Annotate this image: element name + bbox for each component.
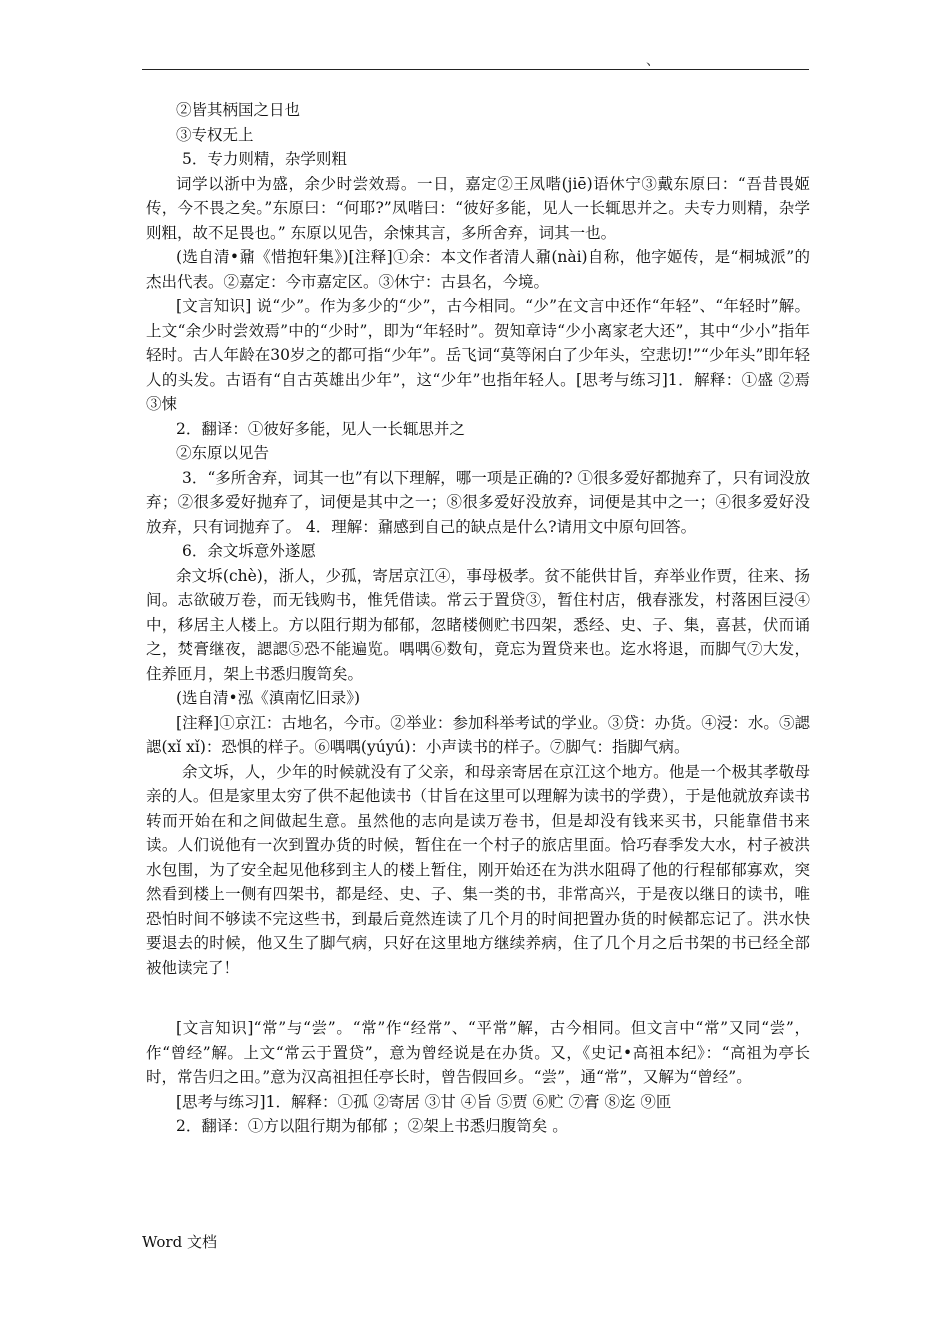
paragraph-gap [146, 980, 810, 1016]
classical-text-paragraph: 词学以浙中为盛，余少时尝效焉。一日，嘉定②王凤喈(jiē)语休宁③戴东原曰：“吾昔畏姬传，今不畏之矣。”东原曰：“何耶?”凤喈曰：“彼好多能，见人一长辄思并之。夫专力则精，杂学则粗，故不足畏也。” 东原以见告，余悚其言，多所舍弃，词其一也。 [146, 174, 810, 242]
list-item: ②皆其柄国之日也 [176, 101, 301, 119]
list-item: ③专权无上 [176, 125, 254, 144]
page-footer: Word 文档 [142, 1233, 217, 1251]
header-mark: 、 [646, 53, 660, 69]
document-body [146, 98, 810, 1139]
notes-paragraph: [注释]①京江：古地名，今市。②举业：参加科举考试的学业。③贷：办货。④浸：水。⑤諰諰(xǐ xǐ)：恐惧的样子。⑥喁喁(yúyú)：小声读书的样子。⑦脚气：指脚气病。 [146, 713, 810, 756]
exercise-item: ②东原以见告 [176, 444, 270, 462]
exercise-item: 2．翻译：①方以阻行期为郁郁 ；②架上书悉归腹笥矣 。 [176, 1117, 568, 1135]
header-rule [142, 69, 809, 70]
exercise-item: 2．翻译：①彼好多能，见人一长辄思并之 [176, 419, 465, 438]
source-citation: (选自清•泓《滇南忆旧录》) [176, 689, 360, 707]
knowledge-paragraph: [文言知识]“常”与“尝”。“常”作“经常”、“平常”解，古今相同。但文言中“常”又同“尝”，作“曾经”解。上文“常云于置贷”，意为曾经说是在办货。又，《史记•高祖本纪》：“高祖为亭长时，常告归之田。”意为汉高祖担任亭长时，曾告假回乡。“尝”，通“常”，又解为“曾经”。 [146, 1019, 810, 1086]
section-heading: 6．余文坼意外遂愿 [182, 542, 316, 560]
exercise-item: 3．“多所舍弃，词其一也”有以下理解，哪一项是正确的? ①很多爱好都抛弃了，只有词没放弃；②很多爱好抛弃了，词便是其中之一；⑧很多爱好没放弃，词便是其中之一；④很多爱好没放弃，只有词抛弃了。 4．理解：鼐感到自己的缺点是什么?请用文中原句回答。 [146, 468, 810, 536]
translation-paragraph: 余文坼，人，少年的时候就没有了父亲，和母亲寄居在京江这个地方。他是一个极其孝敬母亲的人。但是家里太穷了供不起他读书（甘旨在这里可以理解为读书的学费），于是他就放弃读书转而开始在和之间做起生意。虽然他的志向是读万卷书，但是却没有钱来买书，只能靠借书来读。人们说他有一次到置办货的时候，暂住在一个村子的旅店里面。恰巧春季发大水，村子被洪水包围，为了安全起见他移到主人的楼上暂住，刚开始还在为洪水阻碍了他的行程郁郁寡欢，突然看到楼上一侧有四架书，都是经、史、子、集一类的书，非常高兴，于是夜以继日的读书，唯恐怕时间不够读不完这些书，到最后竟然连读了几个月的时间把置办货的时候都忘记了。洪水快要退去的时候，他又生了脚气病，只好在这里地方继续养病，住了几个月之后书架的书已经全部被他读完了！ [146, 762, 810, 977]
source-and-notes-paragraph: (选自清•鼐《惜抱轩集》)[注释]①余：本文作者清人鼐(nài)自称，他字姬传，是“桐城派”的杰出代表。②嘉定：今市嘉定区。③休宁：古县名，今境。 [146, 248, 810, 291]
knowledge-paragraph: [文言知识] 说“少”。作为多少的“少”，古今相同。“少”在文言中还作“年轻”、“年轻时”解。上文“余少时尝效焉”中的“少时”，即为“年轻时”。贺知章诗“少小离家老大还”，其中“少小”指年轻时。古人年龄在30岁之的都可指“少年”。岳飞词“莫等闲白了少年头，空悲切!”“少年头”即年轻人的头发。古语有“自古英雄出少年”，这“少年”也指年轻人。[思考与练习]1．解释：①盛 ②焉 ③悚 [146, 297, 810, 413]
section-heading: 5．专力则精，杂学则粗 [182, 150, 347, 168]
classical-text-paragraph: 余文坼(chè)，浙人，少孤，寄居京江④，事母极孝。贫不能供甘旨，弃举业作贾，往来、扬间。志欲破万卷，而无钱购书，惟凭借读。常云于置贷③，暂住村店，俄春涨发，村落困巨浸④中，移居主人楼上。方以阻行期为郁郁，忽睹楼侧贮书四架，悉经、史、子、集，喜甚，伏而诵之，焚膏继夜，諰諰⑤恐不能遍览。喁喁⑥数旬，竟忘为置贷来也。迄水将退，而脚气⑦大发，住养匝月，架上书悉归腹笥矣。 [146, 566, 810, 683]
exercise-item: [思考与练习]1．解释：①孤 ②寄居 ③甘 ④旨 ⑤贾 ⑥贮 ⑦膏 ⑧迄 ⑨匝 [176, 1092, 672, 1111]
